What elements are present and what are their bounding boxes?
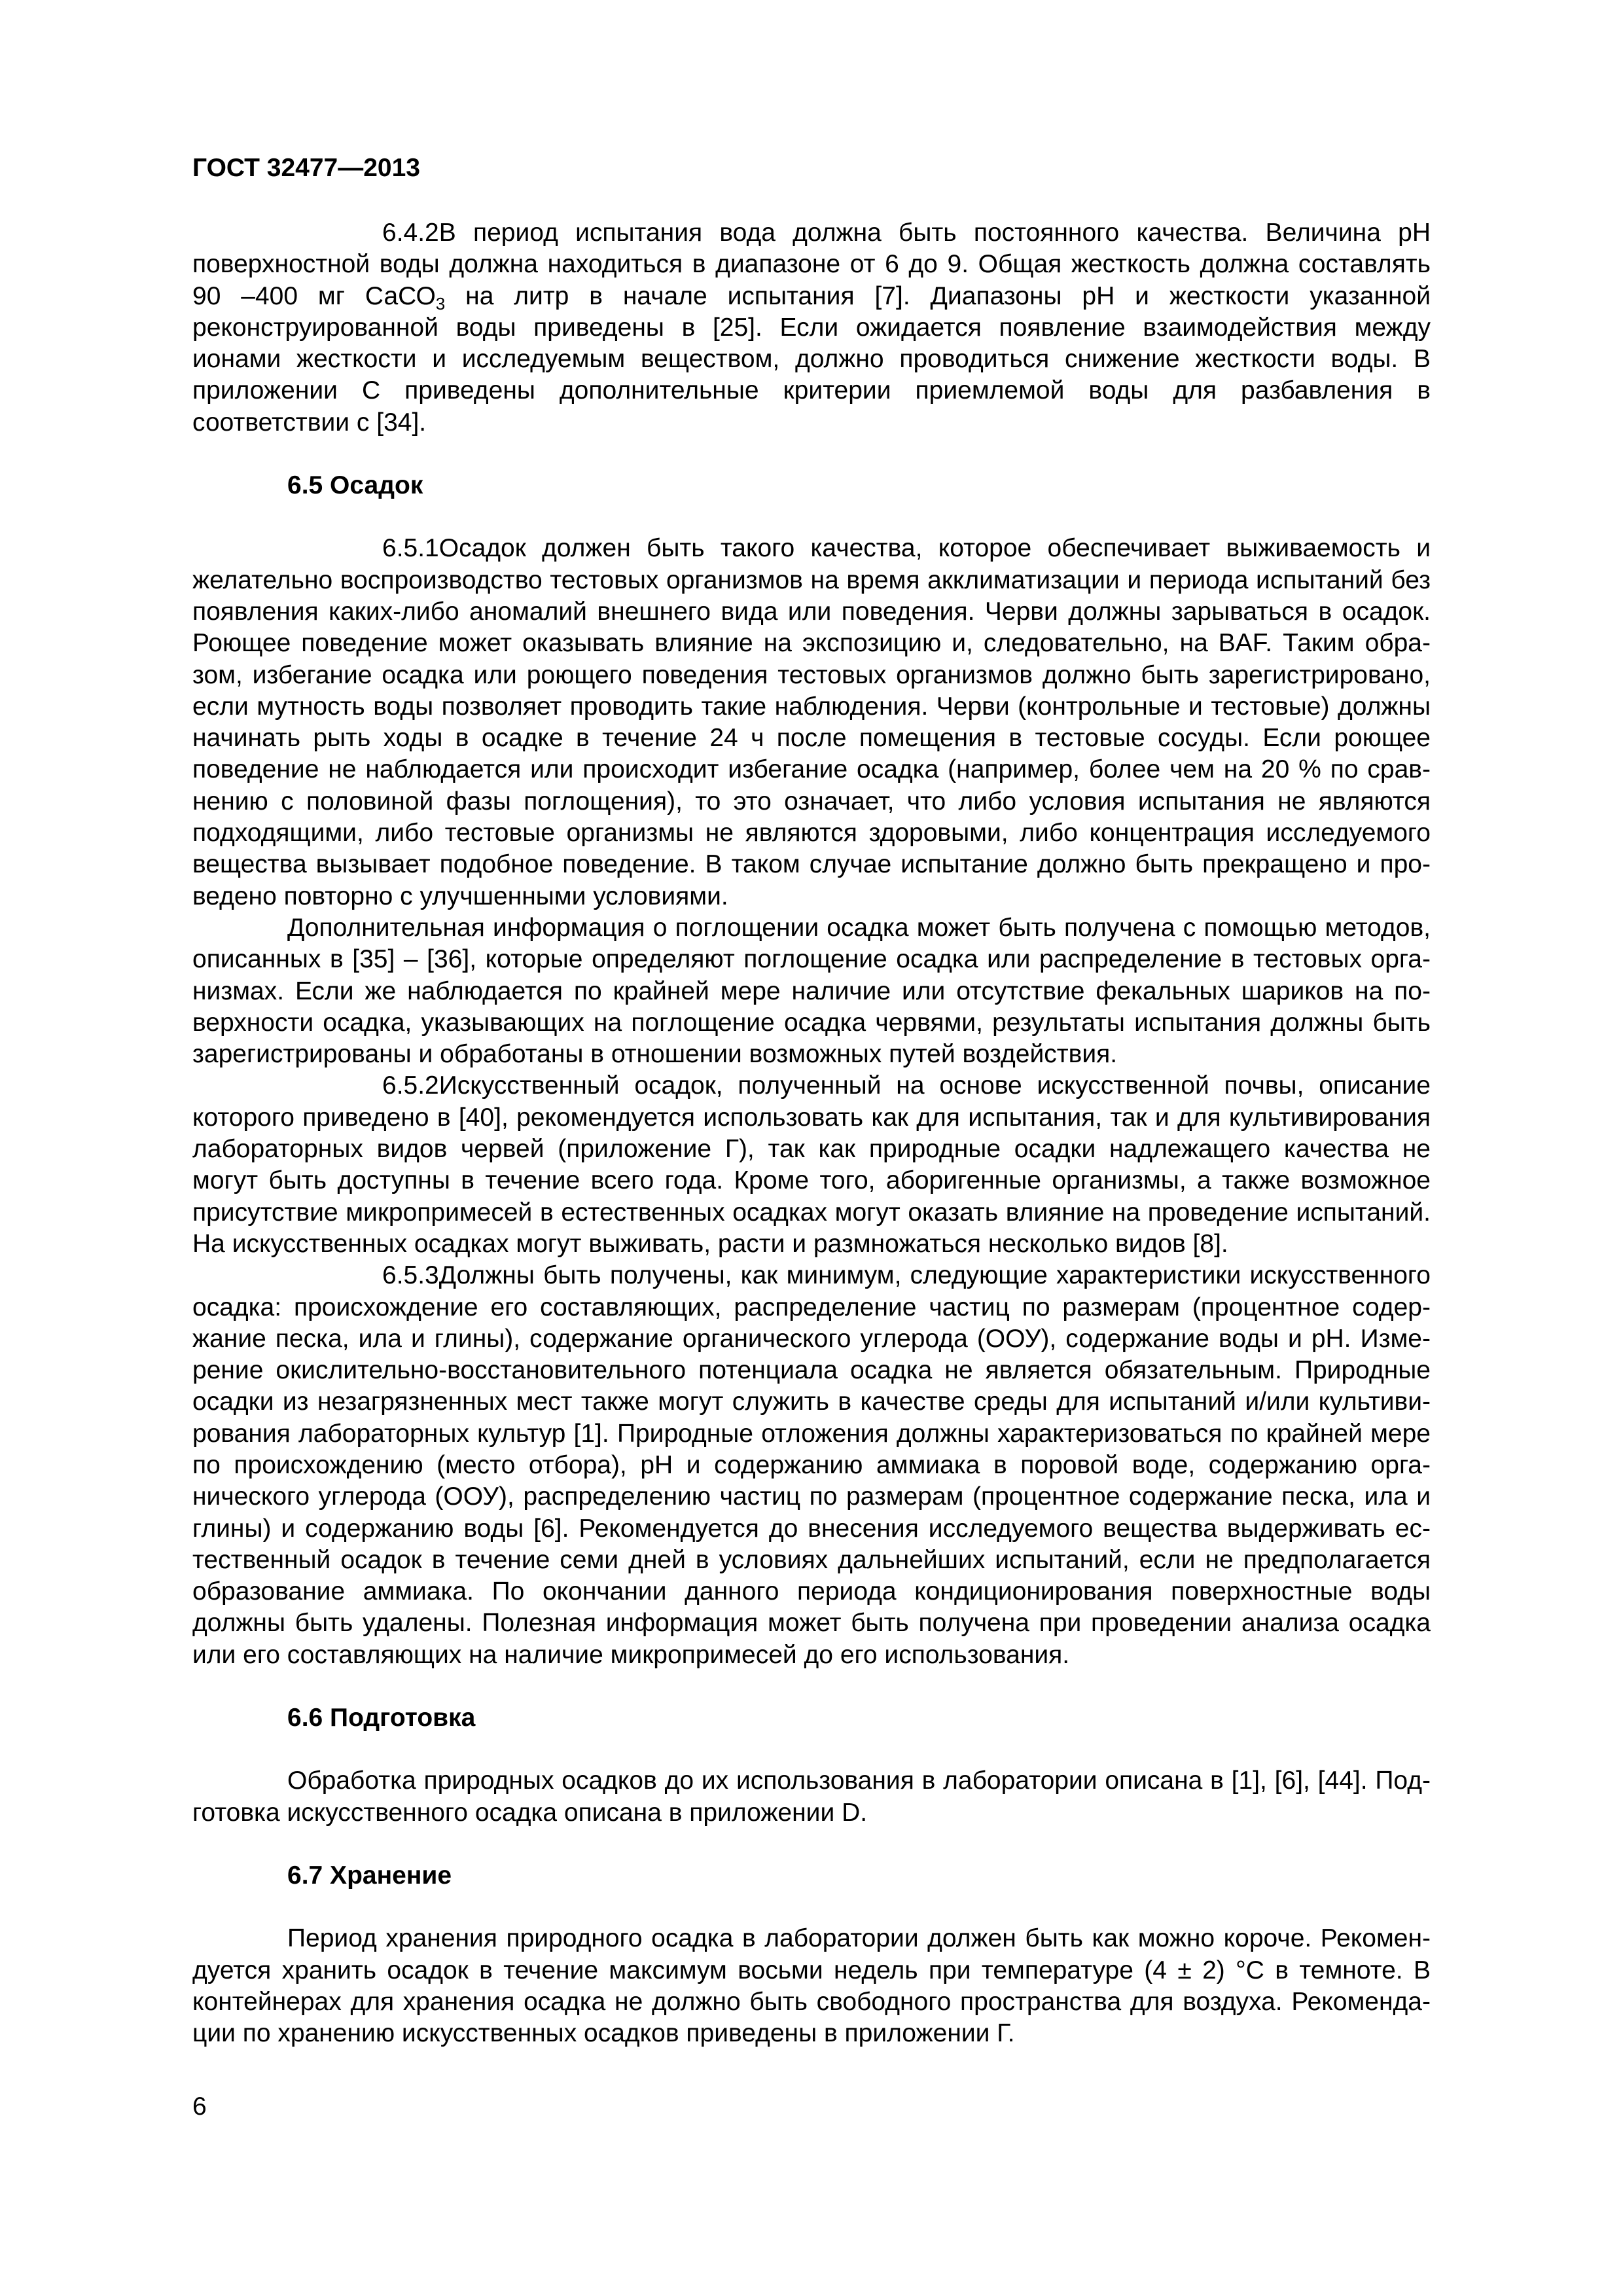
clause-number: 6.5.3 <box>382 1261 439 1290</box>
section-heading-6-7: 6.7 Хранение <box>287 1861 452 1890</box>
paragraph-text: Осадок должен быть такого качества, которое обеспечивает выживаемость и желательно воспроизводство тестовых организмов на время акклиматизации и периода испытаний без появления каких-либо аномалий внешнего вида или поведения. Черви должны зарываться в осадок. Роющее поведение может оказывать влияние на экспозицию и, следовательно, на BAF. Таким образом, избегание осадка или роющего поведения тестовых организмов должно быть зарегистрировано, если мутность воды позволяет проводить такие наблюдения. Черви (контрольные и тестовые) должны начинать рыть ходы в осадке в течение 24 ч после помещения в тестовые сосуды. Если роющее поведение не наблюдается или происходит избегание осадка (например, более чем на 20 % по сравнению с половиной фазы поглощения), то это означает, что либо условия испытания не являются подходящими, либо тестовые организмы не являются здоровыми, либо концентрация исследуемого вещества вызывает подобное поведение. В таком случае испытание должно быть прекращено и проведено повторно с улучшенными условиями. <box>192 534 1431 910</box>
paragraph-text: на литр в начале испытания [7]. Диапазоны pH и жесткости указанной реконструированной воды приведены в [25]. Если ожидается появление взаимодействия между ионами жесткости и исследуемым веществом, должно проводиться снижение жесткости воды. В приложении С приведены дополнительные критерии приемлемой воды для разбавления в соответствии с [34]. <box>192 281 1431 437</box>
paragraph-6-4-2 <box>192 217 1431 439</box>
paragraph-text: Искусственный осадок, полученный на основе искусственной почвы, описание которого приведено в [40], рекомендуется использовать как для испытания, так и для культивирования лабораторных видов червей (приложение Г), так как природные осадки надлежащего качества не могут быть доступны в течение всего года. Кроме того, аборигенные организмы, а также возможное присутствие микропримесей в естественных осадках могут оказать влияние на проведение испытаний. На искусственных осадках могут выживать, расти и размножаться несколько видов [8]. <box>192 1071 1431 1258</box>
section-heading-6-5: 6.5 Осадок <box>287 471 423 500</box>
paragraph-6-5-1 <box>192 533 1431 912</box>
paragraph-6-5-3 <box>192 1260 1431 1671</box>
clause-number: 6.4.2 <box>382 219 439 247</box>
page-number: 6 <box>192 2092 207 2121</box>
clause-number: 6.5.2 <box>382 1071 439 1100</box>
paragraph-6-7: Период хранения природного осадка в лаборатории должен быть как можно короче. Рекомендуется хранить осадок в течение максимум восьми недель при температуре (4 ± 2) °С в темноте. В контейнерах для хранения осадка не должно быть свободного пространства для воздуха. Рекомендации по хранению искусственных осадков приведены в приложении Г. <box>192 1924 1431 2048</box>
clause-number: 6.5.1 <box>382 534 439 563</box>
paragraph-6-5-2 <box>192 1070 1431 1260</box>
document-body <box>192 217 1431 2049</box>
section-heading-6-6: 6.6 Подготовка <box>287 1704 476 1732</box>
paragraph-text: В период испытания вода должна быть постоянного качества. Величина pH поверхностной воды должна находиться в диапазоне от 6 до 9. Общая жесткость должна составлять 90 –400 мг СаСО <box>192 219 1431 310</box>
document-header: ГОСТ 32477—2013 <box>192 154 420 182</box>
paragraph-6-5-1-cont: Дополнительная информация о поглощении осадка может быть получена с помощью методов, описанных в [35] – [36], которые определяют поглощение осадка или распределение в тестовых организмах. Если же наблюдается по крайней мере наличие или отсутствие фекальных шариков на поверхности осадка, указывающих на поглощение осадка червями, результаты испытания должны быть зарегистрированы и обработаны в отношении возможных путей воздействия. <box>192 913 1431 1069</box>
paragraph-6-6: Обработка природных осадков до их использования в лаборатории описана в [1], [6], [44]. Подготовка искусственного осадка описана в приложении D. <box>192 1767 1431 1827</box>
subscript: 3 <box>435 293 446 314</box>
paragraph-text: Должны быть получены, как минимум, следующие характеристики искусственного осадка: происхождение его составляющих, распределение частиц по размерам (процентное содержание песка, ила и глины), содержание органического углерода (ООУ), содержание воды и pH. Измерение окислительно-восстановительного потенциала осадка не является обязательным. Природные осадки из незагрязненных мест также могут служить в качестве среды для испытаний и/или культивирования лабораторных культур [1]. Природные отложения должны характеризоваться по крайней мере по происхождению (место отбора), pH и содержанию аммиака в поровой воде, содержанию органического углерода (ООУ), распределению частиц по размерам (процентное содержание песка, ила и глины) и содержанию воды [6]. Рекомендуется до внесения исследуемого вещества выдерживать естественный осадок в течение семи дней в условиях дальнейших испытаний, если не предполагается образование аммиака. По окончании данного периода кондиционирования поверхностные воды должны быть удалены. Полезная информация может быть получена при проведении анализа осадка или его составляющих на наличие микропримесей до его использования. <box>192 1261 1431 1669</box>
